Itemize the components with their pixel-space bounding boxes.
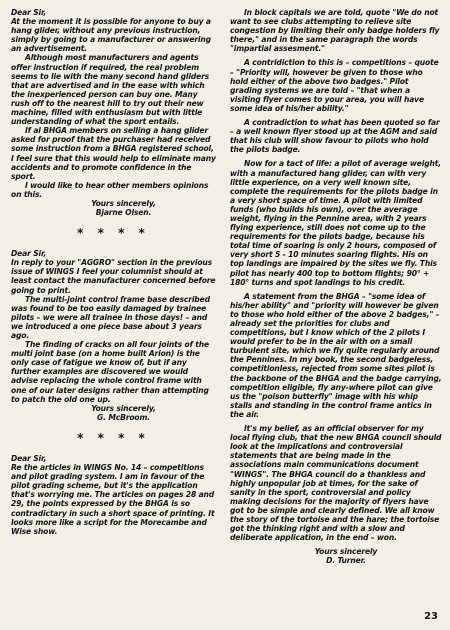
letter3-continued-paragraph: A contridiction to this is – competitions – quote – "Priority will, however be given to those who hold either of the above two badges." Pilot grading systems we are told – "that when a visiting flyer comes to your area, you will have some idea of his/her ability.": [230, 58, 439, 113]
letter3-continued-paragraph: In block capitals we are told, quote "We do not want to see clubs attempting to relieve site congestion by limiting their only badge holders fly there," and in the same paragraph the words "impartial assesment.": [230, 8, 440, 54]
letter1-paragraph: I would like to hear other members opinions on this.: [11, 180, 209, 199]
letter1-salutation: Dear Sir,: [11, 8, 47, 17]
separator-stars: * * * *: [77, 226, 150, 241]
letter1-signature: Bjarne Olsen.: [95, 208, 152, 218]
letter1-closing: Yours sincerely,: [91, 198, 156, 208]
letter2-salutation: Dear Sir,: [11, 249, 47, 259]
letter2-signature: G. McBroom.: [97, 412, 150, 422]
letter3-paragraph: Re the articles in WINGS No. 14 – competitions and pilot grading system. I am in favour of the pilot grading scheme, but it's the application that's worrying me. The articles on pages 28 and 29, the points expressed by the BHGA is so contradictary in such a short space of printing. It looks more like a script for the Morecambe and Wise show.: [11, 463, 215, 536]
letter3-signature: D. Turner.: [326, 556, 366, 566]
letter3-continued-paragraph: Now for a tact of life: a pilot of average weight, with a manufactured hang glider, can with very little experience, on a very well known site, complete the requirements for the pilots badge in a very short space of time. A pilot with limited funds (who builds his own), over the average weight, flying in the Pennine area, with 2 years flying experience, still does not come up to the requirements for the pilots badge, because his total time of soaring is only 2 hours, composed of very short 5 - 10 minutes soaring flights. His on top landings are impaired by the sites we fly. This pilot has nearly 400 top to bottom flights; 90° + 180° turns and spot landings to his credit.: [230, 159, 441, 287]
letter1-paragraph: Although most manufacturers and agents offer instruction if required, the real problem seems to lie with the many second hand gliders that are advertised and in the ease with which the inexperienced person can buy one. Many rush off to the nearest hill to try out their new machine, filled with enthusiasm but with little understanding of what the sport entails.: [11, 53, 210, 127]
separator-stars: * * * *: [77, 430, 150, 445]
letter2-closing: Yours sincerely,: [91, 403, 156, 413]
letter3-closing: Yours sincerely: [314, 547, 378, 557]
letter3-continued-paragraph: A statement from the BHGA – "some idea of his/her ability" and "priority will however be given to those who hold either of the above 2 badges," – already set the priorities for clubs and competitions, but I know which of the 2 pilots I would prefer to be in the air with on a small turbulent site, which we fly quite regularly around the Pennines. In my book, the second badgeless, competitionless, rejected from some sites pilot is the backbone of the BHGA and the badge carrying, competition eligible, fly any-where pilot can give us the "poison butterfly" image with his whip stalls and standing in the control frame antics in the air.: [230, 291, 442, 419]
letter3-salutation: Dear Sir,: [11, 453, 47, 463]
letter1-paragraph: At the moment it is possible for anyone to buy a hang glider, without any previous instruction, simply by going to a manufacturer or answering an advertisement.: [11, 17, 211, 54]
letter2-paragraph: The multi-joint control frame base described was found to be too easily damaged by trainee pilots – we were all trainee in those days! – and we introduced a one piece base about 3 years ago.: [11, 294, 210, 340]
letter1-paragraph: If al BHGA members on selling a hang glider asked for proof that the purchaser had received some instruction from a BHGA registered school, I feel sure that this would help to eliminate many accidents and to promote confidence in the sport.: [11, 126, 216, 181]
letter2-paragraph: In reply to your "AGGRO" section in the previous issue of WINGS I feel your columnist should at least contact the manufacturer concerned before going to print.: [11, 258, 216, 295]
letter2-paragraph: The finding of cracks on all four joints of the multi joint base (on a home built Arion) is the only case of fatigue we know of, but if any further examples are discovered we would advise replacing the whole control frame with one of our later designs rather than attempting to patch the old one up.: [11, 340, 209, 404]
page-number: 23: [424, 611, 438, 622]
letter3-continued-paragraph: It's my belief, as an official observer for my local flying club, that the new BHGA council should look at the implications and controversial statements that are being made in the associations main communications document "WINGS". The BHGA council do a thankless and highly unpopular job at times, for the sake of sanity in the sport, controversial and policy making decisions for the majority of flyers have got to be simple and clearly defined. We all know the story of the tortoise and the hare; the tortoise got the thinking right and with a slow and deliberate application, in the end – won.: [230, 424, 442, 543]
right-column: [230, 8, 442, 565]
letter3-continued-paragraph: A contradiction to what has been quoted so far – a well known flyer stood up at the AGM and said that his club will show favour to pilots who hold the pilots badge.: [230, 118, 440, 155]
left-column: [11, 8, 216, 536]
